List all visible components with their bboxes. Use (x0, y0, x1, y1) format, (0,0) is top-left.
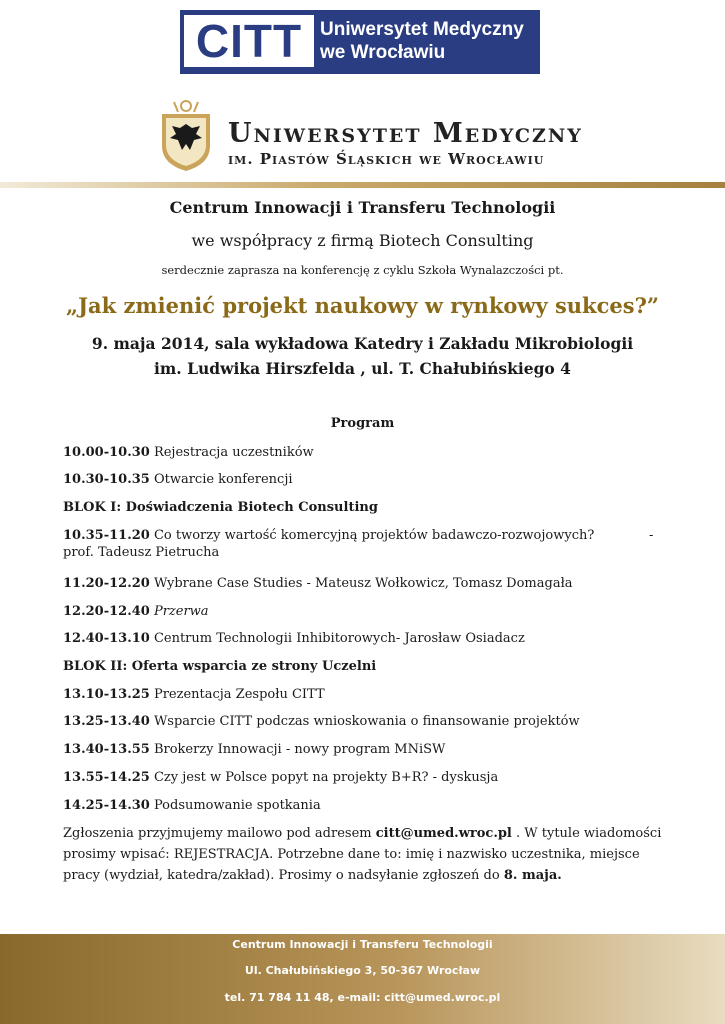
program-item (63, 527, 663, 561)
program-item (63, 686, 663, 703)
registration-deadline: 8. maja. (503, 868, 562, 883)
university-crest-icon (158, 98, 214, 172)
program-text: Podsumowanie spotkania (149, 798, 321, 813)
program-item (63, 575, 663, 592)
block-title: BLOK II: Oferta wsparcia ze strony Uczelni (63, 659, 377, 674)
program-text: Co tworzy wartość komercyjną projektów badawczo-rozwojowych? (149, 528, 595, 543)
university-title: Uniwersytet Medyczny (228, 118, 583, 149)
program-item (63, 769, 663, 786)
registration-text: . W tytule wiadomości prosimy wpisać: REJESTRACJA. Potrzebne dane to: imię i nazwisko uczestnika, miejsce pracy (wydział, katedra/zakład). Prosimy o nadsyłanie zgłoszeń do (63, 826, 662, 883)
citt-logo-name-line1: Uniwersytet Medyczny (320, 19, 524, 40)
program-time: 13.40-13.55 (63, 742, 150, 757)
program-text: Rejestracja uczestników (149, 445, 314, 460)
program-item (63, 630, 663, 647)
program-speaker: prof. Tadeusz Pietrucha (63, 545, 220, 560)
program-time: 12.20-12.40 (63, 604, 150, 619)
gold-divider (0, 182, 725, 188)
program-item (63, 444, 663, 461)
program-time: 10.00-10.30 (63, 445, 150, 460)
footer-contact: tel. 71 784 11 48, e-mail: citt@umed.wroc.pl (224, 991, 501, 1004)
university-subtitle: im. Piastów Śląskich we Wrocławiu (228, 150, 545, 168)
block-title: BLOK I: Doświadczenia Biotech Consulting (63, 500, 378, 515)
program-text: Otwarcie konferencji (149, 472, 293, 487)
organizer: Centrum Innowacji i Transferu Technologii (169, 198, 556, 217)
program-block-heading (63, 658, 663, 675)
registration-info (63, 823, 663, 886)
program-text: Wsparcie CITT podczas wnioskowania o finansowanie projektów (149, 714, 580, 729)
registration-text: Zgłoszenia przyjmujemy mailowo pod adresem (63, 826, 376, 841)
program-time: 13.55-14.25 (63, 770, 150, 785)
citt-logo (180, 10, 540, 74)
program-item (63, 603, 663, 620)
date-venue-line1: 9. maja 2014, sala wykładowa Katedry i Zakładu Mikrobiologii (91, 334, 634, 353)
program-item (63, 713, 663, 730)
program-time: 14.25-14.30 (63, 798, 150, 813)
program-text: Centrum Technologii Inhibitorowych- Jarosław Osiadacz (149, 631, 525, 646)
citt-logo-name (320, 18, 524, 64)
citt-logo-mark: CITT (184, 15, 314, 67)
program-text: Przerwa (149, 604, 209, 619)
date-venue-line2: im. Ludwika Hirszfelda , ul. T. Chałubińskiego 4 (154, 359, 571, 378)
program-time: 11.20-12.20 (63, 576, 150, 591)
program-text: Wybrane Case Studies - Mateusz Wołkowicz, Tomasz Domagała (149, 576, 573, 591)
conference-title: „Jak zmienić projekt naukowy w rynkowy sukces?” (66, 293, 659, 318)
program-time: 12.40-13.10 (63, 631, 150, 646)
program-time: 13.25-13.40 (63, 714, 150, 729)
invitation-line: serdecznie zaprasza na konferencję z cyklu Szkoła Wynalazczości pt. (161, 263, 564, 277)
registration-email[interactable]: citt@umed.wroc.pl (375, 826, 512, 841)
footer-org: Centrum Innowacji i Transferu Technologii (232, 938, 493, 951)
program-dash: - (649, 528, 654, 543)
program-text: Brokerzy Innowacji - nowy program MNiSW (149, 742, 446, 757)
program-item (63, 471, 663, 488)
program-item (63, 797, 663, 814)
citt-logo-name-line2: we Wrocławiu (320, 42, 446, 63)
program-time: 13.10-13.25 (63, 687, 150, 702)
program-time: 10.30-10.35 (63, 472, 150, 487)
program-text: Czy jest w Polsce popyt na projekty B+R? - dyskusja (149, 770, 499, 785)
program-time: 10.35-11.20 (63, 528, 150, 543)
collaboration-line: we współpracy z firmą Biotech Consulting (191, 231, 534, 250)
program-heading: Program (330, 416, 395, 431)
program-text: Prezentacja Zespołu CITT (149, 687, 325, 702)
program-item (63, 741, 663, 758)
footer-address: Ul. Chałubińskiego 3, 50-367 Wrocław (244, 964, 481, 977)
program-block-heading (63, 499, 663, 516)
